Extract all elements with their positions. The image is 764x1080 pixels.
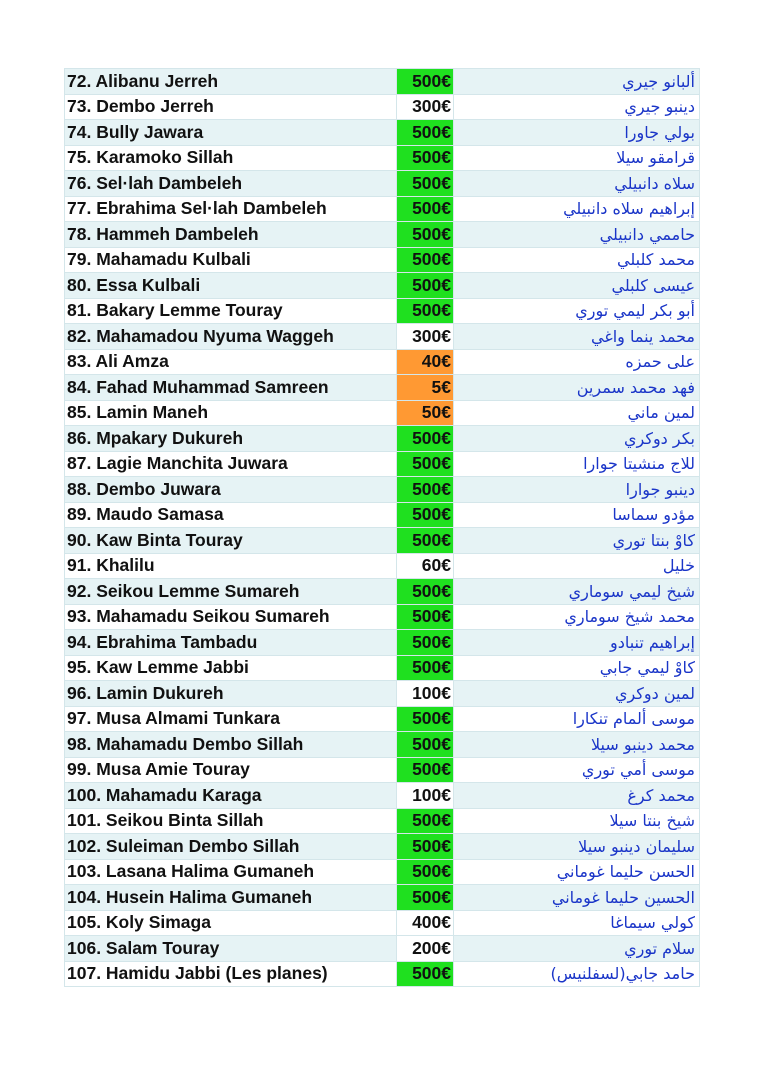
donor-name-arabic: محمد كلبلي	[454, 247, 700, 273]
donor-name-arabic: خليل	[454, 553, 700, 579]
donor-name-arabic: كاوْ بنتا توري	[454, 528, 700, 554]
donation-amount: 500€	[397, 706, 454, 732]
donation-amount: 500€	[397, 630, 454, 656]
donation-amount: 40€	[397, 349, 454, 375]
donor-name: 101. Seikou Binta Sillah	[65, 808, 397, 834]
donor-name-arabic: إبراهيم تنبادو	[454, 630, 700, 656]
donor-name-arabic: أبو بكر ليمي توري	[454, 298, 700, 324]
donor-name-arabic: شيخ بنتا سيلا	[454, 808, 700, 834]
donor-name-arabic: بولي جاورا	[454, 120, 700, 146]
table-row	[65, 655, 700, 681]
donation-amount: 500€	[397, 222, 454, 248]
donor-name: 77. Ebrahima Sel·lah Dambeleh	[65, 196, 397, 222]
donation-amount: 500€	[397, 528, 454, 554]
donor-name-arabic: محمد شيخ سوماري	[454, 604, 700, 630]
donor-name: 105. Koly Simaga	[65, 910, 397, 936]
donor-name-arabic: كولي سيماغا	[454, 910, 700, 936]
table-row	[65, 808, 700, 834]
donor-name: 80. Essa Kulbali	[65, 273, 397, 299]
table-row	[65, 298, 700, 324]
donor-name: 100. Mahamadu Karaga	[65, 783, 397, 809]
donor-name: 94. Ebrahima Tambadu	[65, 630, 397, 656]
donation-amount: 500€	[397, 298, 454, 324]
donor-name: 92. Seikou Lemme Sumareh	[65, 579, 397, 605]
table-row	[65, 834, 700, 860]
donor-name: 86. Mpakary Dukureh	[65, 426, 397, 452]
table-row	[65, 885, 700, 911]
donor-name-arabic: الحسن حليما غوماني	[454, 859, 700, 885]
table-row	[65, 757, 700, 783]
donation-amount: 300€	[397, 324, 454, 350]
donor-name: 104. Husein Halima Gumaneh	[65, 885, 397, 911]
donation-amount: 100€	[397, 681, 454, 707]
donor-name: 85. Lamin Maneh	[65, 400, 397, 426]
table-row	[65, 961, 700, 987]
donation-amount: 500€	[397, 655, 454, 681]
table-row	[65, 783, 700, 809]
table-row	[65, 910, 700, 936]
donation-amount: 5€	[397, 375, 454, 401]
donation-amount: 500€	[397, 961, 454, 987]
donor-name-arabic: شيخ ليمي سوماري	[454, 579, 700, 605]
donation-amount: 500€	[397, 145, 454, 171]
donor-table	[64, 68, 700, 987]
table-row	[65, 579, 700, 605]
donor-name: 103. Lasana Halima Gumaneh	[65, 859, 397, 885]
donor-name: 79. Mahamadu Kulbali	[65, 247, 397, 273]
donor-name: 84. Fahad Muhammad Samreen	[65, 375, 397, 401]
table-row	[65, 451, 700, 477]
donor-name: 107. Hamidu Jabbi (Les planes)	[65, 961, 397, 987]
donation-amount: 500€	[397, 247, 454, 273]
donor-name-arabic: محمد ينما واغي	[454, 324, 700, 350]
table-row	[65, 604, 700, 630]
donation-amount: 500€	[397, 273, 454, 299]
donor-name: 91. Khalilu	[65, 553, 397, 579]
table-row	[65, 145, 700, 171]
table-row	[65, 477, 700, 503]
table-row	[65, 69, 700, 95]
donor-name-arabic: سلاه دانبيلي	[454, 171, 700, 197]
donor-name-arabic: موسى أمي توري	[454, 757, 700, 783]
donor-name: 82. Mahamadou Nyuma Waggeh	[65, 324, 397, 350]
donor-name-arabic: على حمزه	[454, 349, 700, 375]
donation-amount: 500€	[397, 171, 454, 197]
donation-amount: 500€	[397, 859, 454, 885]
donation-amount: 500€	[397, 477, 454, 503]
donation-amount: 500€	[397, 426, 454, 452]
donor-name: 99. Musa Amie Touray	[65, 757, 397, 783]
donor-name-arabic: سلام توري	[454, 936, 700, 962]
donation-amount: 500€	[397, 69, 454, 95]
donation-amount: 500€	[397, 579, 454, 605]
table-row	[65, 859, 700, 885]
donor-name: 98. Mahamadu Dembo Sillah	[65, 732, 397, 758]
donation-amount: 500€	[397, 732, 454, 758]
table-row	[65, 196, 700, 222]
donation-amount: 100€	[397, 783, 454, 809]
donor-name: 75. Karamoko Sillah	[65, 145, 397, 171]
donation-amount: 500€	[397, 834, 454, 860]
table-row	[65, 426, 700, 452]
table-row	[65, 732, 700, 758]
donor-name-arabic: كاوْ ليمي جابي	[454, 655, 700, 681]
donor-name-arabic: للاج منشيتا جوارا	[454, 451, 700, 477]
donor-name: 72. Alibanu Jerreh	[65, 69, 397, 95]
donation-amount: 500€	[397, 885, 454, 911]
donor-name-arabic: دينبو جوارا	[454, 477, 700, 503]
donor-name-arabic: فهد محمد سمرين	[454, 375, 700, 401]
donation-amount: 500€	[397, 604, 454, 630]
table-row	[65, 375, 700, 401]
table-row	[65, 936, 700, 962]
donor-name-arabic: موسى ألمام تنكارا	[454, 706, 700, 732]
donor-name-arabic: دينبو جيري	[454, 94, 700, 120]
donor-name: 106. Salam Touray	[65, 936, 397, 962]
donor-name-arabic: عيسى كلبلي	[454, 273, 700, 299]
donor-name: 81. Bakary Lemme Touray	[65, 298, 397, 324]
donor-name-arabic: محمد كرغ	[454, 783, 700, 809]
table-row	[65, 324, 700, 350]
donor-name: 96. Lamin Dukureh	[65, 681, 397, 707]
donation-amount: 50€	[397, 400, 454, 426]
table-row	[65, 502, 700, 528]
donor-name-arabic: قرامقو سيلا	[454, 145, 700, 171]
donor-name-arabic: ألبانو جيري	[454, 69, 700, 95]
donor-name: 74. Bully Jawara	[65, 120, 397, 146]
table-row	[65, 222, 700, 248]
donor-name: 95. Kaw Lemme Jabbi	[65, 655, 397, 681]
donor-table-body	[65, 69, 700, 987]
donor-name-arabic: سليمان دينبو سيلا	[454, 834, 700, 860]
donor-name: 97. Musa Almami Tunkara	[65, 706, 397, 732]
donor-name-arabic: لمين دوكري	[454, 681, 700, 707]
table-row	[65, 349, 700, 375]
table-row	[65, 400, 700, 426]
table-row	[65, 681, 700, 707]
donor-name: 73. Dembo Jerreh	[65, 94, 397, 120]
donor-name: 76. Sel·lah Dambeleh	[65, 171, 397, 197]
donation-amount: 500€	[397, 502, 454, 528]
table-row	[65, 171, 700, 197]
donor-name-arabic: لمين ماني	[454, 400, 700, 426]
donor-name: 90. Kaw Binta Touray	[65, 528, 397, 554]
donor-name: 89. Maudo Samasa	[65, 502, 397, 528]
donation-amount: 200€	[397, 936, 454, 962]
donation-amount: 400€	[397, 910, 454, 936]
donor-name: 93. Mahamadu Seikou Sumareh	[65, 604, 397, 630]
donation-amount: 60€	[397, 553, 454, 579]
table-row	[65, 94, 700, 120]
donation-amount: 300€	[397, 94, 454, 120]
table-row	[65, 273, 700, 299]
donor-name-arabic: محمد دينبو سيلا	[454, 732, 700, 758]
table-row	[65, 706, 700, 732]
donor-name: 83. Ali Amza	[65, 349, 397, 375]
table-row	[65, 247, 700, 273]
donor-name: 87. Lagie Manchita Juwara	[65, 451, 397, 477]
table-row	[65, 120, 700, 146]
donor-name-arabic: حامد جابي(لسفلنيس)	[454, 961, 700, 987]
table-row	[65, 553, 700, 579]
donor-name: 88. Dembo Juwara	[65, 477, 397, 503]
donation-amount: 500€	[397, 808, 454, 834]
donor-name: 102. Suleiman Dembo Sillah	[65, 834, 397, 860]
donor-name-arabic: مؤدو سماسا	[454, 502, 700, 528]
donation-amount: 500€	[397, 120, 454, 146]
donation-amount: 500€	[397, 757, 454, 783]
donor-name-arabic: إبراهيم سلاه دانبيلي	[454, 196, 700, 222]
donor-name-arabic: حاممي دانبيلي	[454, 222, 700, 248]
donor-name-arabic: الحسين حليما غوماني	[454, 885, 700, 911]
table-row	[65, 528, 700, 554]
donor-name-arabic: بكر دوكري	[454, 426, 700, 452]
donation-amount: 500€	[397, 196, 454, 222]
donation-amount: 500€	[397, 451, 454, 477]
donor-name: 78. Hammeh Dambeleh	[65, 222, 397, 248]
table-row	[65, 630, 700, 656]
